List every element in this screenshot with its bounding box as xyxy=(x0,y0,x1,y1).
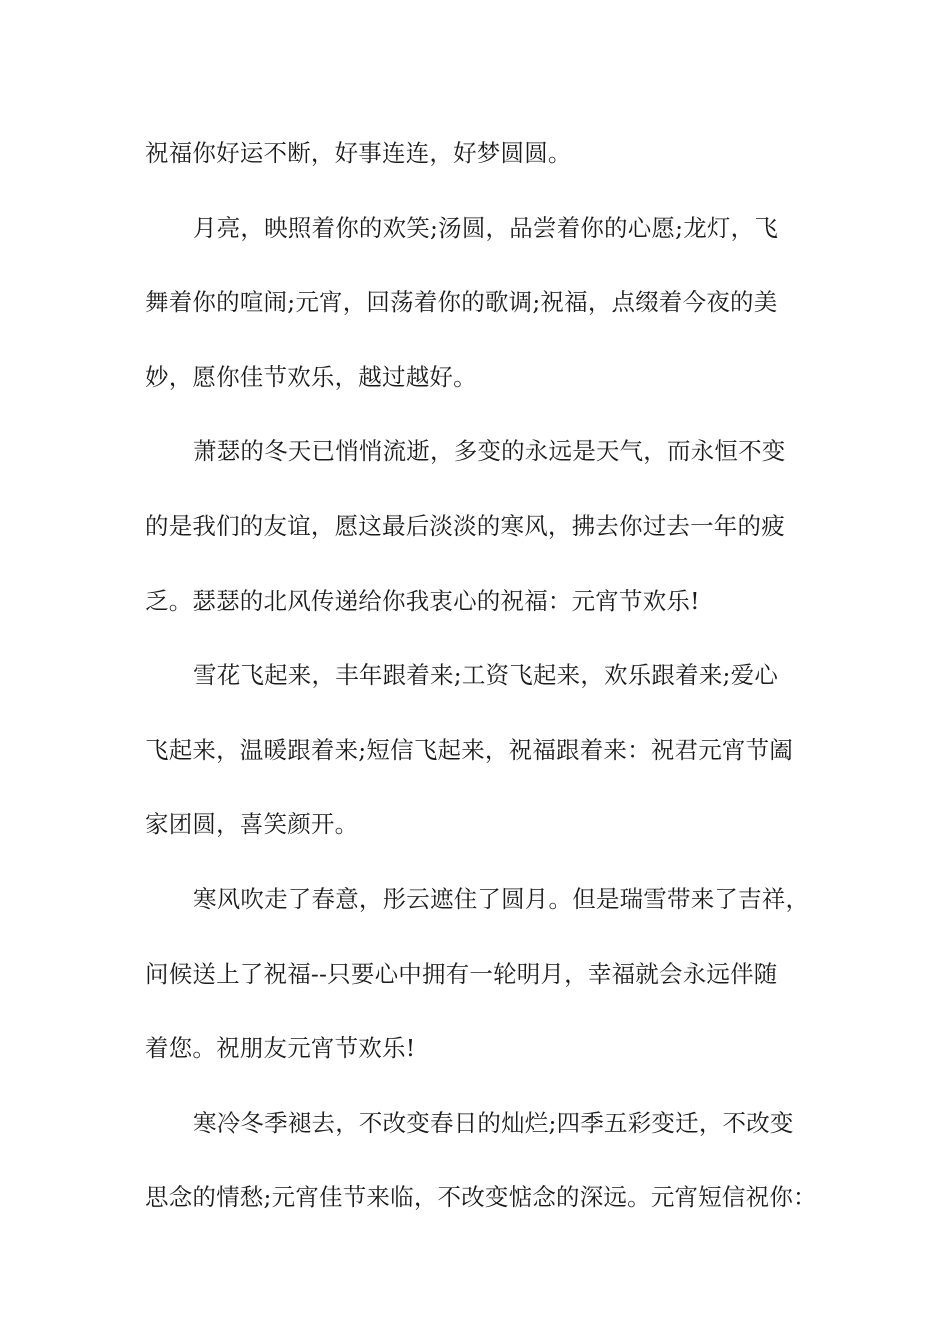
text-line: 妙，愿你佳节欢乐，越过越好。 xyxy=(145,362,477,391)
text-line: 雪花飞起来，丰年跟着来;工资飞起来，欢乐跟着来;爱心 xyxy=(193,661,779,690)
text-line: 舞着你的喧闹;元宵，回荡着你的歌调;祝福，点缀着今夜的美 xyxy=(145,288,778,317)
text-line: 寒风吹走了春意，彤云遮住了圆月。但是瑞雪带来了吉祥， xyxy=(193,884,810,913)
text-line: 着您。祝朋友元宵节欢乐! xyxy=(145,1034,416,1063)
text-line: 寒冷冬季褪去，不改变春日的灿烂;四季五彩变迁，不改变 xyxy=(193,1108,794,1137)
text-line: 月亮，映照着你的欢笑;汤圆，品尝着你的心愿;龙灯，飞 xyxy=(193,213,779,242)
document-body xyxy=(145,130,825,1249)
text-line: 祝福你好运不断，好事连连，好梦圆圆。 xyxy=(145,139,572,167)
text-line: 萧瑟的冬天已悄悄流逝，多变的永远是天气，而永恒不变 xyxy=(193,437,786,466)
text-line: 家团圆，喜笑颜开。 xyxy=(145,810,359,839)
text-line: 的是我们的友谊，愿这最后淡淡的寒风，拂去你过去一年的疲 xyxy=(145,511,785,540)
text-line: 思念的情愁;元宵佳节来临，不改变惦念的深远。元宵短信祝你： xyxy=(145,1183,817,1212)
text-line: 飞起来，温暖跟着来;短信飞起来，祝福跟着来：祝君元宵节阖 xyxy=(145,735,794,764)
text-line: 问候送上了祝福--只要心中拥有一轮明月，幸福就会永远伴随 xyxy=(145,959,778,988)
text-line: 乏。瑟瑟的北风传递给你我衷心的祝福：元宵节欢乐! xyxy=(145,586,700,615)
